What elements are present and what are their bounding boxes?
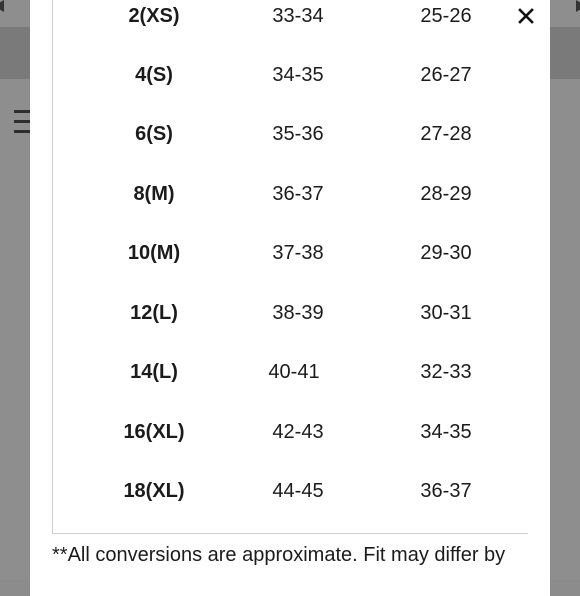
measurement-cell: 35-36	[272, 123, 324, 145]
measurement-cell: 38-39	[272, 302, 324, 324]
table-row	[53, 412, 529, 452]
measurement-cell: 25-26	[420, 5, 472, 27]
carousel-next-icon	[576, 0, 580, 12]
measurement-cell: 34-35	[420, 421, 472, 443]
carousel-prev-icon	[0, 0, 4, 12]
measurement-cell: 29-30	[420, 242, 472, 264]
table-row	[53, 114, 529, 154]
size-cell: 4(S)	[135, 64, 173, 86]
measurement-cell: 28-29	[420, 183, 472, 205]
measurement-cell: 33-34	[272, 5, 324, 27]
size-cell: 2(XS)	[128, 5, 180, 27]
measurement-cell: 34-35	[272, 64, 324, 86]
table-row	[53, 0, 529, 36]
size-cell: 14(L)	[130, 361, 178, 383]
table-row	[53, 174, 529, 214]
size-chart-modal	[30, 0, 550, 596]
measurement-cell: 26-27	[420, 64, 472, 86]
table-row	[53, 55, 529, 95]
size-cell: 6(S)	[135, 123, 173, 145]
size-cell: 10(M)	[127, 242, 181, 264]
size-chart-table	[52, 0, 528, 534]
measurement-cell: 37-38	[272, 242, 324, 264]
measurement-cell: 40-41	[268, 361, 320, 383]
measurement-cell: 42-43	[272, 421, 324, 443]
size-cell: 16(XL)	[123, 421, 185, 443]
table-row	[53, 233, 529, 273]
measurement-cell: 36-37	[272, 183, 324, 205]
table-row	[53, 352, 529, 392]
table-row	[53, 471, 529, 511]
size-cell: 18(XL)	[123, 480, 185, 502]
measurement-cell: 44-45	[272, 480, 324, 502]
size-cell: 12(L)	[130, 302, 178, 324]
measurement-cell: 32-33	[420, 361, 472, 383]
footnote-text: **All conversions are approximate. Fit may differ by	[52, 544, 506, 566]
size-cell: 8(M)	[133, 183, 175, 205]
measurement-cell: 36-37	[420, 480, 472, 502]
measurement-cell: 27-28	[420, 123, 472, 145]
table-row	[53, 293, 529, 333]
measurement-cell: 30-31	[420, 302, 472, 324]
